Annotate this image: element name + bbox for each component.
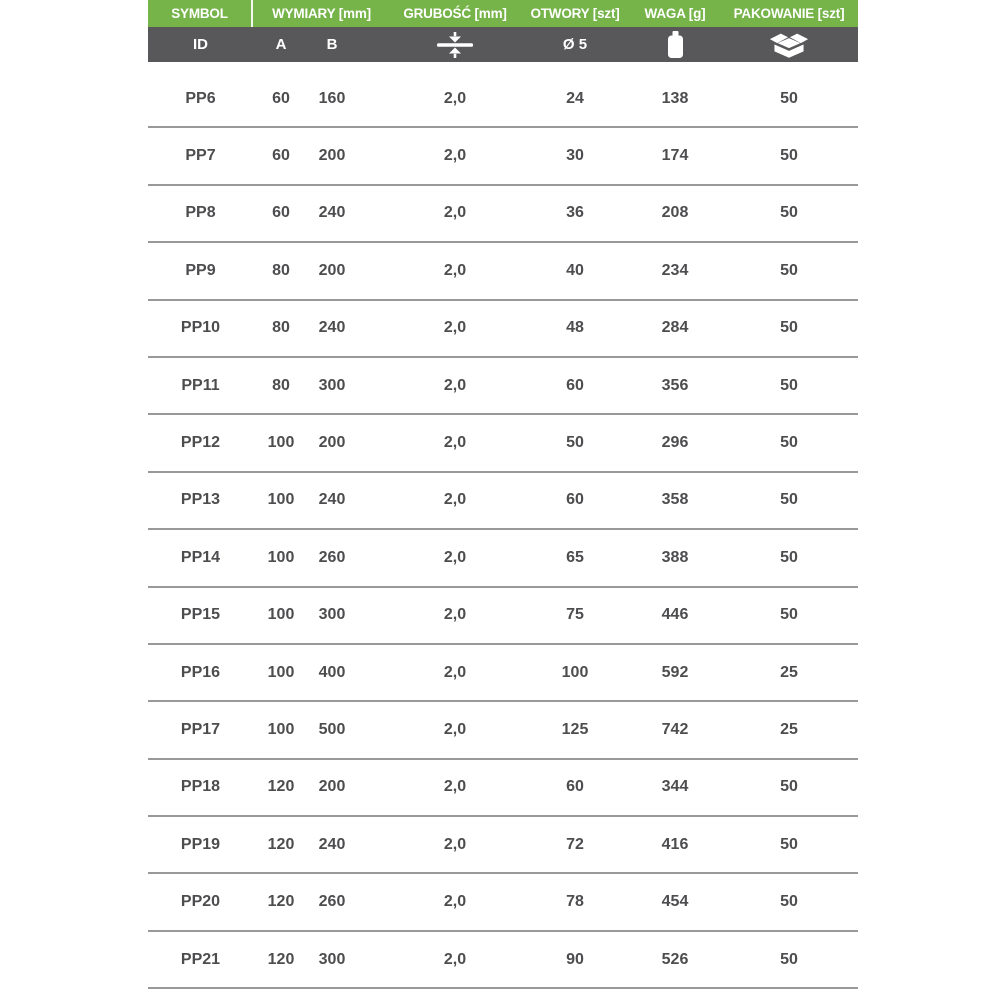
cell-dimension-a: 100 [267, 720, 295, 738]
thickness-icon [390, 32, 520, 58]
table-row [148, 128, 858, 185]
cell-waga: 526 [661, 950, 689, 968]
cell-waga: 174 [661, 147, 689, 165]
cell-dimension-b: 240 [318, 491, 346, 509]
table-row [148, 71, 858, 128]
cell-otwory: 60 [566, 376, 584, 394]
cell-symbol: PP11 [181, 376, 220, 394]
cell-grubosc: 2,0 [443, 204, 467, 222]
cell-grubosc: 2,0 [443, 89, 467, 107]
cell-symbol: PP14 [180, 548, 221, 566]
cell-dimension-b: 300 [318, 606, 346, 624]
table-header-row [148, 0, 858, 27]
table-row [148, 186, 858, 243]
cell-dimension-b: 500 [318, 720, 346, 738]
cell-waga: 742 [661, 720, 689, 738]
cell-pakowanie: 50 [780, 835, 798, 853]
cell-otwory: 30 [566, 147, 584, 165]
cell-otwory: 48 [566, 319, 584, 337]
subheader-b: B [326, 36, 338, 53]
cell-pakowanie: 50 [780, 778, 798, 796]
cell-dimension-a: 80 [272, 261, 290, 279]
cell-symbol: PP10 [180, 319, 221, 337]
cell-otwory: 24 [566, 89, 584, 107]
cell-otwory: 40 [566, 261, 584, 279]
table-row [148, 243, 858, 300]
cell-grubosc: 2,0 [443, 950, 467, 968]
cell-pakowanie: 50 [780, 89, 798, 107]
cell-otwory: 65 [566, 548, 584, 566]
cell-otwory: 36 [566, 204, 584, 222]
cell-grubosc: 2,0 [443, 376, 467, 394]
subheader-diameter: Ø 5 [562, 36, 588, 53]
cell-waga: 284 [661, 319, 689, 337]
table-row [148, 932, 858, 989]
cell-dimension-b: 200 [318, 434, 346, 452]
cell-waga: 358 [661, 491, 689, 509]
cell-symbol: PP13 [180, 491, 221, 509]
cell-otwory: 60 [566, 491, 584, 509]
cell-grubosc: 2,0 [443, 147, 467, 165]
cell-otwory: 90 [566, 950, 584, 968]
cell-waga: 454 [661, 893, 689, 911]
cell-pakowanie: 25 [780, 720, 798, 738]
table-row [148, 358, 858, 415]
cell-waga: 416 [661, 835, 689, 853]
cell-pakowanie: 25 [780, 663, 798, 681]
cell-dimension-b: 200 [318, 778, 346, 796]
cell-dimension-a: 100 [267, 434, 295, 452]
cell-otwory: 60 [566, 778, 584, 796]
cell-symbol: PP6 [185, 89, 216, 107]
package-icon [720, 31, 858, 59]
cell-waga: 208 [661, 204, 689, 222]
cell-symbol: PP12 [180, 434, 221, 452]
table-row [148, 702, 858, 759]
cell-dimension-a: 80 [272, 319, 290, 337]
cell-waga: 234 [661, 261, 689, 279]
cell-symbol: PP7 [185, 147, 216, 165]
cell-waga: 592 [661, 663, 689, 681]
table-row [148, 473, 858, 530]
cell-dimension-a: 100 [267, 548, 295, 566]
cell-dimension-b: 240 [318, 204, 346, 222]
cell-dimension-b: 240 [318, 835, 346, 853]
cell-waga: 356 [661, 376, 689, 394]
cell-waga: 344 [661, 778, 689, 796]
cell-pakowanie: 50 [780, 147, 798, 165]
cell-dimension-b: 260 [318, 893, 346, 911]
header-grubosc: GRUBOŚĆ [mm] [403, 6, 507, 21]
cell-dimension-b: 300 [318, 950, 346, 968]
header-waga: WAGA [g] [644, 6, 706, 21]
cell-dimension-a: 100 [267, 491, 295, 509]
cell-otwory: 78 [566, 893, 584, 911]
cell-dimension-a: 120 [267, 893, 295, 911]
cell-dimension-a: 120 [267, 950, 295, 968]
cell-dimension-a: 80 [272, 376, 290, 394]
cell-otwory: 50 [566, 434, 584, 452]
cell-grubosc: 2,0 [443, 434, 467, 452]
cell-dimension-b: 240 [318, 319, 346, 337]
cell-dimension-b: 200 [318, 261, 346, 279]
table-row [148, 760, 858, 817]
cell-dimension-a: 120 [267, 835, 295, 853]
cell-pakowanie: 50 [780, 319, 798, 337]
cell-grubosc: 2,0 [443, 720, 467, 738]
table-row [148, 874, 858, 931]
cell-dimension-b: 200 [318, 147, 346, 165]
cell-dimension-a: 120 [267, 778, 295, 796]
cell-grubosc: 2,0 [443, 491, 467, 509]
cell-dimension-a: 100 [267, 663, 295, 681]
cell-symbol: PP17 [180, 720, 221, 738]
cell-pakowanie: 50 [780, 893, 798, 911]
cell-grubosc: 2,0 [443, 893, 467, 911]
cell-waga: 296 [661, 434, 689, 452]
cell-symbol: PP8 [185, 204, 216, 222]
cell-symbol: PP9 [185, 261, 216, 279]
cell-dimension-a: 60 [272, 89, 290, 107]
cell-waga: 446 [661, 606, 689, 624]
cell-pakowanie: 50 [780, 606, 798, 624]
cell-symbol: PP16 [180, 663, 221, 681]
cell-dimension-a: 60 [272, 204, 290, 222]
cell-otwory: 75 [566, 606, 584, 624]
header-wymiary: WYMIARY [mm] [272, 6, 371, 21]
cell-dimension-b: 300 [318, 376, 346, 394]
table-row [148, 817, 858, 874]
cell-symbol: PP18 [180, 778, 221, 796]
cell-dimension-b: 400 [318, 663, 346, 681]
cell-otwory: 125 [561, 720, 589, 738]
cell-pakowanie: 50 [780, 950, 798, 968]
table-subheader-row [148, 27, 858, 62]
table-row [148, 530, 858, 587]
cell-grubosc: 2,0 [443, 778, 467, 796]
header-pakowanie: PAKOWANIE [szt] [733, 6, 845, 21]
cell-symbol: PP21 [180, 950, 221, 968]
cell-dimension-b: 260 [318, 548, 346, 566]
table-row [148, 645, 858, 702]
subheader-id: ID [193, 36, 208, 53]
table-row [148, 415, 858, 472]
table-row [148, 588, 858, 645]
cell-dimension-a: 100 [267, 606, 295, 624]
cell-grubosc: 2,0 [443, 835, 467, 853]
cell-waga: 138 [661, 89, 689, 107]
cell-pakowanie: 50 [780, 376, 798, 394]
cell-waga: 388 [661, 548, 689, 566]
cell-symbol: PP19 [180, 835, 221, 853]
header-otwory: OTWORY [szt] [530, 6, 620, 21]
cell-pakowanie: 50 [780, 548, 798, 566]
subheader-a: A [275, 36, 287, 53]
cell-otwory: 72 [566, 835, 584, 853]
cell-dimension-b: 160 [318, 89, 346, 107]
cell-symbol: PP20 [180, 893, 221, 911]
cell-pakowanie: 50 [780, 261, 798, 279]
table-row [148, 301, 858, 358]
cell-grubosc: 2,0 [443, 319, 467, 337]
cell-grubosc: 2,0 [443, 261, 467, 279]
weight-icon [630, 31, 720, 58]
product-spec-table [148, 0, 858, 989]
header-symbol: SYMBOL [148, 0, 253, 27]
cell-grubosc: 2,0 [443, 663, 467, 681]
cell-symbol: PP15 [180, 606, 221, 624]
cell-grubosc: 2,0 [443, 606, 467, 624]
cell-grubosc: 2,0 [443, 548, 467, 566]
cell-pakowanie: 50 [780, 434, 798, 452]
table-body [148, 62, 858, 989]
cell-dimension-a: 60 [272, 147, 290, 165]
cell-pakowanie: 50 [780, 491, 798, 509]
cell-pakowanie: 50 [780, 204, 798, 222]
cell-otwory: 100 [561, 663, 589, 681]
